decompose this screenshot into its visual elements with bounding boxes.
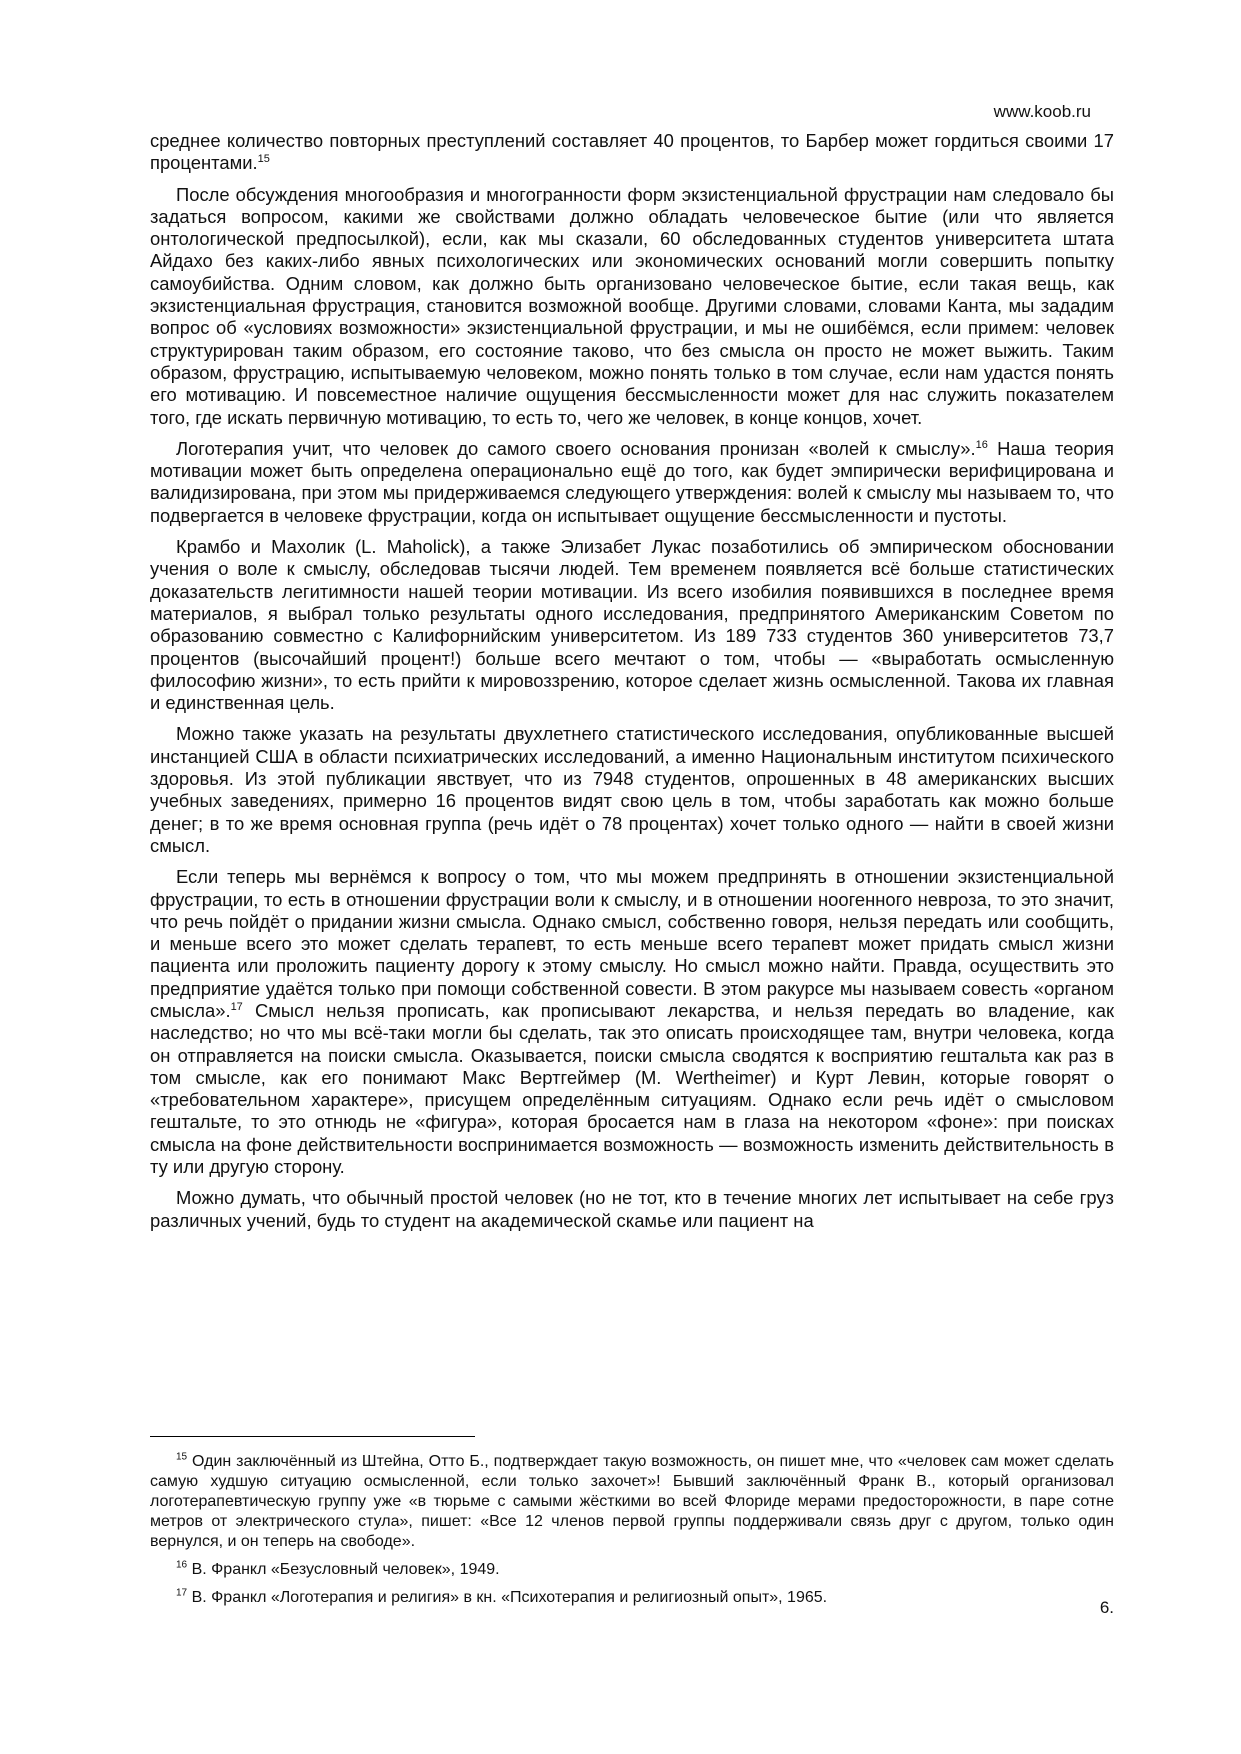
footnote bbox=[150, 1452, 1114, 1552]
footnote-number: 15 bbox=[176, 1451, 188, 1463]
paragraph bbox=[150, 438, 1114, 527]
paragraph-text: Можно думать, что обычный простой человек (но не тот, кто в течение многих лет испытывает на себе груз различных учений, будь то студент на академической скамье или пациент на bbox=[150, 1187, 1114, 1231]
site-url: www.koob.ru bbox=[993, 102, 1091, 121]
paragraph-text: После обсуждения многообразия и многогранности форм экзистенциальной фрустрации нам следовало бы задаться вопросом, какими же свойствами должно обладать человеческое бытие (или что является онтологической предпосылкой), если, как мы сказали, 60 обследованных студентов университета штата Айдахо без каких-либо явных психологических или экономических оснований могли совершить попытку самоубийства. Одним словом, как должно быть организовано человеческое бытие, если такая вещь, как экзистенциальная фрустрация, становится возможной вообще. Другими словами, словами Канта, мы зададим вопрос об «условиях возможности» экзистенциальной фрустрации, и мы не ошибёмся, если примем: человек структурирован таким образом, его состояние таково, что без смысла он просто не может выжить. Таким образом, фрустрацию, испытываемую человеком, можно понять только в том случае, если нам удастся понять его мотивацию. И повсеместное наличие ощущения бессмысленности может для нас служить показателем того, где искать первичную мотивацию, то есть то, чего же человек, в конце концов, хочет. bbox=[150, 183, 1114, 428]
page-number: 6. bbox=[1099, 1598, 1114, 1617]
footnote-number: 16 bbox=[176, 1559, 188, 1571]
paragraph-text-tail: Смысл нельзя прописать, как прописывают лекарства, и нельзя передать во владение, как наследство; но что мы всё-таки могли бы сделать, так это описать происходящее там, внутри человека, когда он отправляется на поиски смысла. Оказывается, поиски смысла сводятся к восприятию гештальта как раз в том смысле, как его понимают Макс Вертгеймер (M. Wertheimer) и Курт Левин, которые говорят о «требовательном характере», присущем определённым ситуациям. Однако если речь идёт о смысловом гештальте, то это отнюдь не «фигура», которая бросается нам в глаза на некотором «фоне»: при поисках смысла на фоне действительности воспринимается возможность — возможность изменить действительность в ту или другую сторону. bbox=[150, 999, 1114, 1178]
footnote-divider bbox=[150, 1436, 475, 1437]
paragraph bbox=[150, 536, 1114, 714]
paragraph bbox=[150, 184, 1114, 429]
paragraph-text: среднее количество повторных преступлений составляет 40 процентов, то Барбер может гордиться своими 17 процентами. bbox=[150, 130, 1114, 174]
paragraph bbox=[150, 723, 1114, 857]
footnote-ref: 15 bbox=[257, 153, 270, 166]
footnote-ref: 16 bbox=[975, 438, 988, 451]
footnote-ref: 17 bbox=[230, 1000, 243, 1013]
paragraph-text: Логотерапия учит, что человек до самого своего основания пронизан «волей к смыслу». bbox=[176, 437, 976, 459]
footnote-text: В. Франкл «Логотерапия и религия» в кн. «Психотерапия и религиозный опыт», 1965. bbox=[187, 1589, 828, 1606]
paragraph bbox=[150, 1187, 1114, 1232]
footnote bbox=[150, 1588, 1114, 1608]
footnotes bbox=[150, 1452, 1114, 1616]
paragraph bbox=[150, 130, 1114, 175]
paragraph-text: Крамбо и Махолик (L. Maholick), а также Элизабет Лукас позаботились об эмпирическом обосновании учения о воле к смыслу, обследовав тысячи людей. Тем временем появляется всё больше статистических доказательств легитимности нашей теории мотивации. Из всего изобилия появившихся в последнее время материалов, я выбрал только результаты одного исследования, предпринятого Американским Советом по образованию совместно с Калифорнийским университетом. Из 189 733 студентов 360 университетов 73,7 процентов (высочайший процент!) больше всего мечтают о том, чтобы — «выработать осмысленную философию жизни», то есть прийти к мировоззрению, которое сделает жизнь осмысленной. Такова их главная и единственная цель. bbox=[150, 536, 1114, 714]
paragraph bbox=[150, 866, 1114, 1178]
footnote bbox=[150, 1560, 1114, 1580]
paragraph-text: Можно также указать на результаты двухлетнего статистического исследования, опубликованные высшей инстанцией США в области психиатрических исследований, а именно Национальным институтом психического здоровья. Из этой публикации явствует, что из 7948 студентов, опрошенных в 48 американских высших учебных заведениях, примерно 16 процентов видят свою цель в том, чтобы заработать как можно больше денег; в то же время основная группа (речь идёт о 78 процентах) хочет только одного — найти в своей жизни смысл. bbox=[150, 723, 1114, 856]
footnote-text: Один заключённый из Штейна, Отто Б., подтверждает такую возможность, он пишет мне, что «человек сам может сделать самую худшую ситуацию осмысленной, если только захочет»! Бывший заключённый Франк В., который организовал логотерапевтическую группу уже «в тюрьме с самыми жёсткими во всей Флориде мерами предосторожности, в паре сотне метров от электрического стула», пишет: «Все 12 членов первой группы поддерживали связь друг с другом, только один вернулся, и он теперь на свободе». bbox=[150, 1453, 1114, 1550]
paragraph-text-tail: Наша теория мотивации может быть определена операционально ещё до того, как будет эмпирически верифицирована и валидизирована, при этом мы придерживаемся следующего утверждения: волей к смыслу мы называем то, что подвергается в человеке фрустрации, когда он испытывает ощущение бессмысленности и пустоты. bbox=[150, 437, 1114, 526]
body-text bbox=[150, 130, 1114, 1241]
footnote-text: В. Франкл «Безусловный человек», 1949. bbox=[187, 1561, 500, 1578]
footnote-number: 17 bbox=[176, 1587, 188, 1599]
paragraph-text: Если теперь мы вернёмся к вопросу о том, что мы можем предпринять в отношении экзистенциальной фрустрации, то есть в отношении фрустрации воли к смыслу, и в отношении ноогенного невроза, то это значит, что речь пойдёт о придании жизни смысла. Однако смысл, собственно говоря, нельзя передать или сообщить, и меньше всего это может сделать терапевт, то есть меньше всего терапевт может придать смысл жизни пациента или проложить пациенту дорогу к этому смыслу. Но смысл можно найти. Правда, осуществить это предприятие удаётся только при помощи собственной совести. В этом ракурсе мы называем совесть «органом смысла». bbox=[150, 866, 1114, 1021]
